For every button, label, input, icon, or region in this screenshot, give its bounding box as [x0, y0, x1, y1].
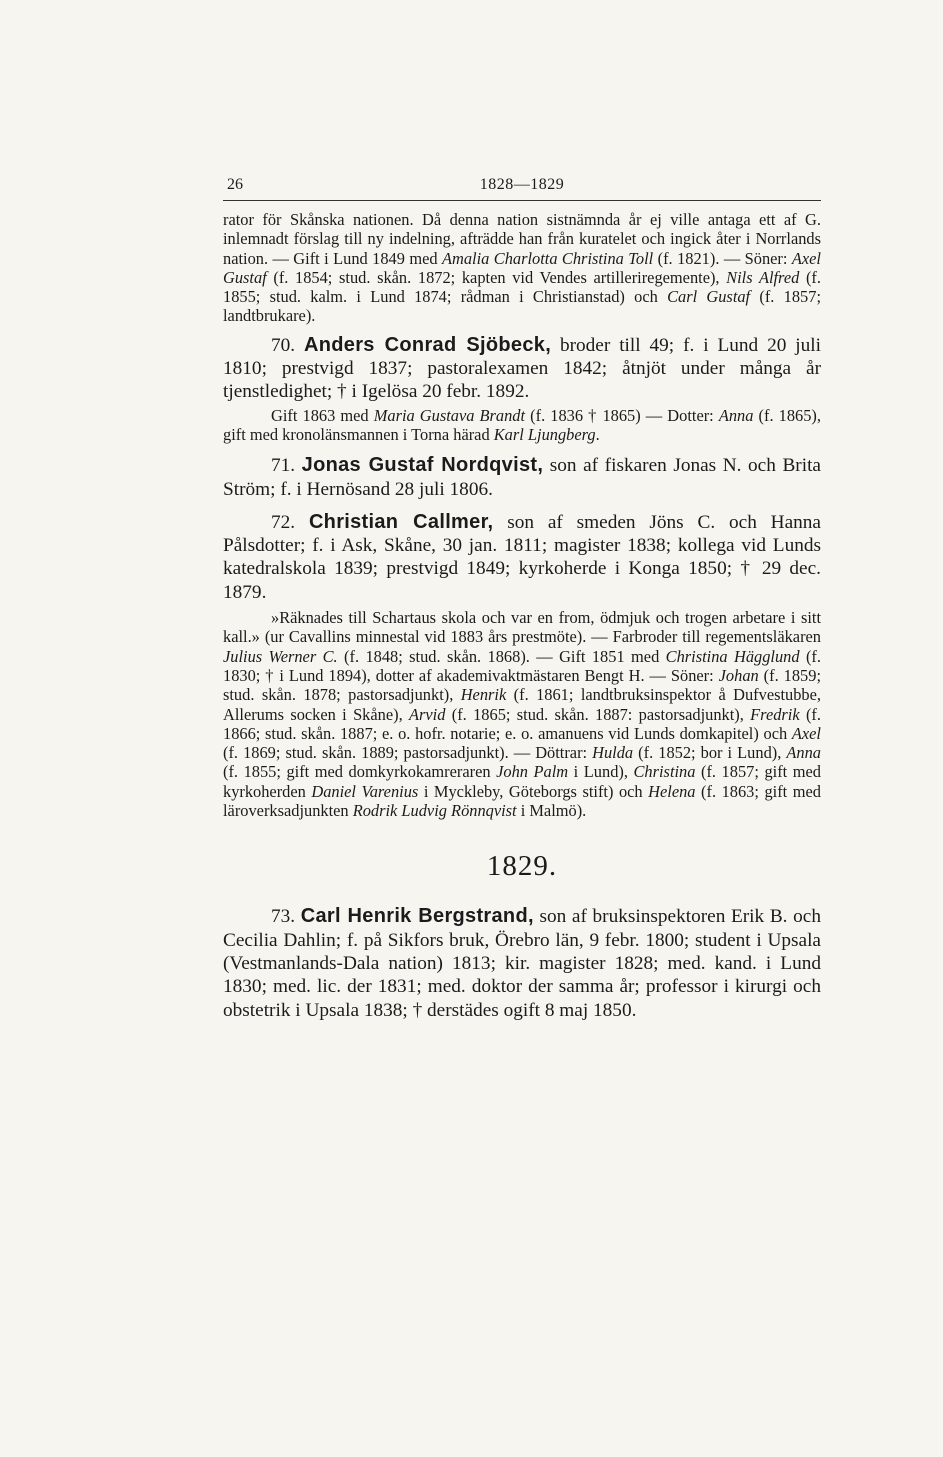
running-head: 1828—1829	[479, 176, 565, 193]
entry-70: 70. Anders Conrad Sjöbeck, broder till 49; f. i Lund 20 juli 1810; prestvigd 1837; pastoralexamen 1842; åtnjöt under många år tjenstledighet; † i Igelösa 20 febr. 1892.	[223, 333, 821, 403]
entry-70-note: Gift 1863 med Maria Gustava Brandt (f. 1836 † 1865) — Dotter: Anna (f. 1865), gift med kronolänsmannen i Torna härad Karl Ljungberg.	[223, 405, 821, 444]
entry-number: 71.	[271, 455, 296, 477]
entry-name: Anders Conrad Sjöbeck,	[304, 333, 552, 356]
page-header	[223, 176, 821, 200]
year-heading: 1829.	[486, 850, 558, 883]
entry-number: 73.	[271, 906, 296, 928]
entry-72: 72. Christian Callmer, son af smeden Jöns C. och Hanna Pålsdotter; f. i Ask, Skåne, 30 jan. 1811; magister 1838; kollega vid Lunds katedralskola 1839; prestvigd 1849; kyrkoherde i Konga 1850; † 29 dec. 1879.	[223, 510, 821, 603]
entry-73: 73. Carl Henrik Bergstrand, son af bruksinspektoren Erik B. och Cecilia Dahlin; f. på Sikfors bruk, Örebro län, 9 febr. 1800; student i Upsala (Vestmanlands-Dala nation) 1813; kir. magister 1828; med. kand. i Lund 1830; med. lic. der 1831; med. doktor der samma år; professor i kirurgi och obstetrik i Upsala 1838; † derstädes ogift 8 maj 1850.	[223, 905, 821, 1021]
entry-name: Christian Callmer,	[308, 510, 494, 533]
entry-name: Carl Henrik Bergstrand,	[300, 905, 534, 928]
entry-72-note: »Räknades till Schartaus skola och var en from, ödmjuk och trogen arbetare i sitt kall.» (ur Cavallins minnestal vid 1883 års prestmöte). — Farbroder till regementsläkaren Julius Werner C. (f. 1848; stud. skån. 1868). — Gift 1851 med Christina Hägglund (f. 1830; † i Lund 1894), dotter af akademivaktmästaren Bengt H. — Söner: Johan (f. 1859; stud. skån. 1878; pastorsadjunkt), Henrik (f. 1861; landtbruksinspektor å Dufvestubbe, Allerums socken i Skåne), Arvid (f. 1865; stud. skån. 1887: pastorsadjunkt), Fredrik (f. 1866; stud. skån. 1887; e. o. hofr. notarie; e. o. amanuens vid Lunds domkapitel) och Axel (f. 1869; stud. skån. 1889; pastorsadjunkt). — Döttrar: Hulda (f. 1852; bor i Lund), Anna (f. 1855; gift med domkyrkokamreraren John Palm i Lund), Christina (f. 1857; gift med kyrkoherden Daniel Varenius i Myckleby, Göteborgs stift) och Helena (f. 1863; gift med läroverksadjunkten Rodrik Ludvig Rönnqvist i Malmö).	[223, 608, 822, 821]
page-number: 26	[227, 176, 243, 193]
entry-name: Jonas Gustaf Nordqvist,	[301, 454, 544, 477]
page-body	[223, 210, 821, 1022]
entry-number: 70.	[271, 334, 296, 356]
entry-number: 72.	[271, 511, 296, 533]
entry-71: 71. Jonas Gustaf Nordqvist, son af fiskaren Jonas N. och Brita Ström; f. i Hernösand 28 juli 1806.	[223, 454, 821, 500]
header-rule	[223, 200, 821, 201]
intro-paragraph: rator för Skånska nationen. Då denna nation sistnämnda år ej ville antaga ett af G. inlemnadt förslag till ny indelning, afträdde han från kuratelet och ingick åter i Norrlands nation. — Gift i Lund 1849 med Amalia Charlotta Christina Toll (f. 1821). — Söner: Axel Gustaf (f. 1854; stud. skån. 1872; kapten vid Vendes artilleriregemente), Nils Alfred (f. 1855; stud. kalm. i Lund 1874; rådman i Christianstad) och Carl Gustaf (f. 1857; landtbrukare).	[223, 210, 822, 326]
